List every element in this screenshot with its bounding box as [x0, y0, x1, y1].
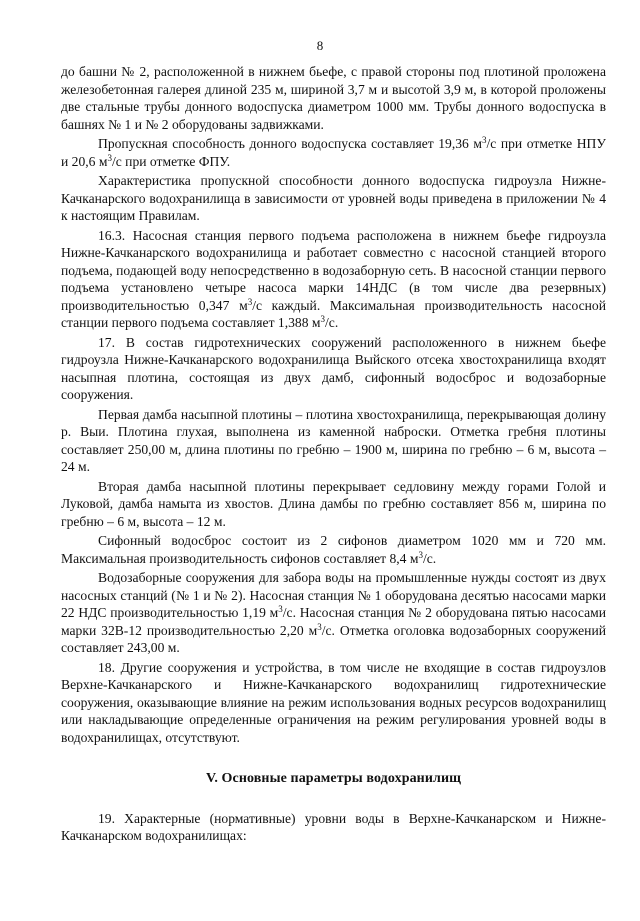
- paragraph-6: Первая дамба насыпной плотины – плотина хвостохранилища, перекрывающая долину р. Выи. Плотина глухая, выполнена из каменной наброски. Отметка гребня плотины составляет 250,00 м, длина плотины по гребню – 1900 м, ширина по гребню – 6 м, высота – 24 м.: [61, 406, 606, 474]
- paragraph-3: Характеристика пропускной способности донного водоспуска гидроузла Нижне-Качканарского водохранилища в зависимости от уровней воды приведена в приложении № 4 к настоящим Правилам.: [61, 173, 606, 223]
- paragraph-final: 19. Характерные (нормативные) уровни воды в Верхне-Качканарском и Нижне-Качканарском водохранилищах:: [61, 810, 606, 843]
- paragraph-2: Пропускная способность донного водоспуска составляет 19,36 $м^3/с$ при отметке НПУ и 20,6 $м^3/с$ при отметке ФПУ.: [61, 135, 607, 169]
- paragraph-4: 16.3. Насосная станция первого подъема расположена в нижнем бьефе гидроузла Нижне-Качканарского водохранилища и работает совместно с насосной станцией второго подъема, подающей воду непосредственно в водозаборную сеть. В насосной станции первого подъема установлено четыре насоса марки 14НДС (в том числе два резервных) производительностью 0,347 $м^3/с$ каждый. Максимальная производительность насосной станции первого подъема составляет 1,388 $м^3/с$.: [61, 227, 606, 330]
- paragraph-8: Сифонный водосброс состоит из 2 сифонов диаметром 1020 мм и 720 мм. Максимальная производительность сифонов составляет 8,4 $м^3/с$.: [61, 533, 606, 566]
- paragraph-9: Водозаборные сооружения для забора воды на промышленные нужды состоят из двух насосных станций (№ 1 и № 2). Насосная станция № 1 оборудована десятью насосами марки 22 НДС производительностью 1,19 $м^3/с$. Насосная станция № 2 оборудована пятью насосами марки 32В-12 производительностью 2,20 $м^3/с$. Отметка оголовка водозаборных сооружений составляет 243,00 м.: [61, 570, 606, 655]
- page-number: 8: [316, 38, 324, 53]
- section-heading: V. Основные параметры водохранилищ: [205, 771, 462, 786]
- paragraph-5: 17. В состав гидротехнических сооружений расположенного в нижнем бьефе гидроузла Нижне-Качканарского водохранилища Выйского отсека хвостохранилища входят насыпная плотина, состоящая из двух дамб, сифонный водосброс и водозаборные сооружения.: [61, 334, 606, 402]
- paragraph-7: Вторая дамба насыпной плотины перекрывает седловину между горами Голой и Луковой, дамба намыта из хвостов. Длина дамбы по гребню составляет 856 м, ширина по гребню – 6 м, высота – 12 м.: [61, 478, 606, 529]
- paragraph-10: 18. Другие сооружения и устройства, в том числе не входящие в состав гидроузлов Верхне-Качканарского и Нижне-Качканарского водохранилищ гидротехнические сооружения, оказывающие влияние на режим использования водных ресурсов водохранилищ или накладывающие определенные ограничения на режим регулирования уровней воды в водохранилищах, отсутствуют.: [61, 659, 606, 745]
- document-body: [61, 63, 606, 847]
- paragraph-1: до башни № 2, расположенной в нижнем бьефе, с правой стороны под плотиной проложена железобетонная галерея длиной 235 м, шириной 3,7 м и высотой 3,9 м, в которой проложены две стальные трубы донного водоспуска диаметром 1000 мм. Трубы донного водоспуска в башнях № 1 и № 2 оборудованы задвижками.: [61, 64, 606, 132]
